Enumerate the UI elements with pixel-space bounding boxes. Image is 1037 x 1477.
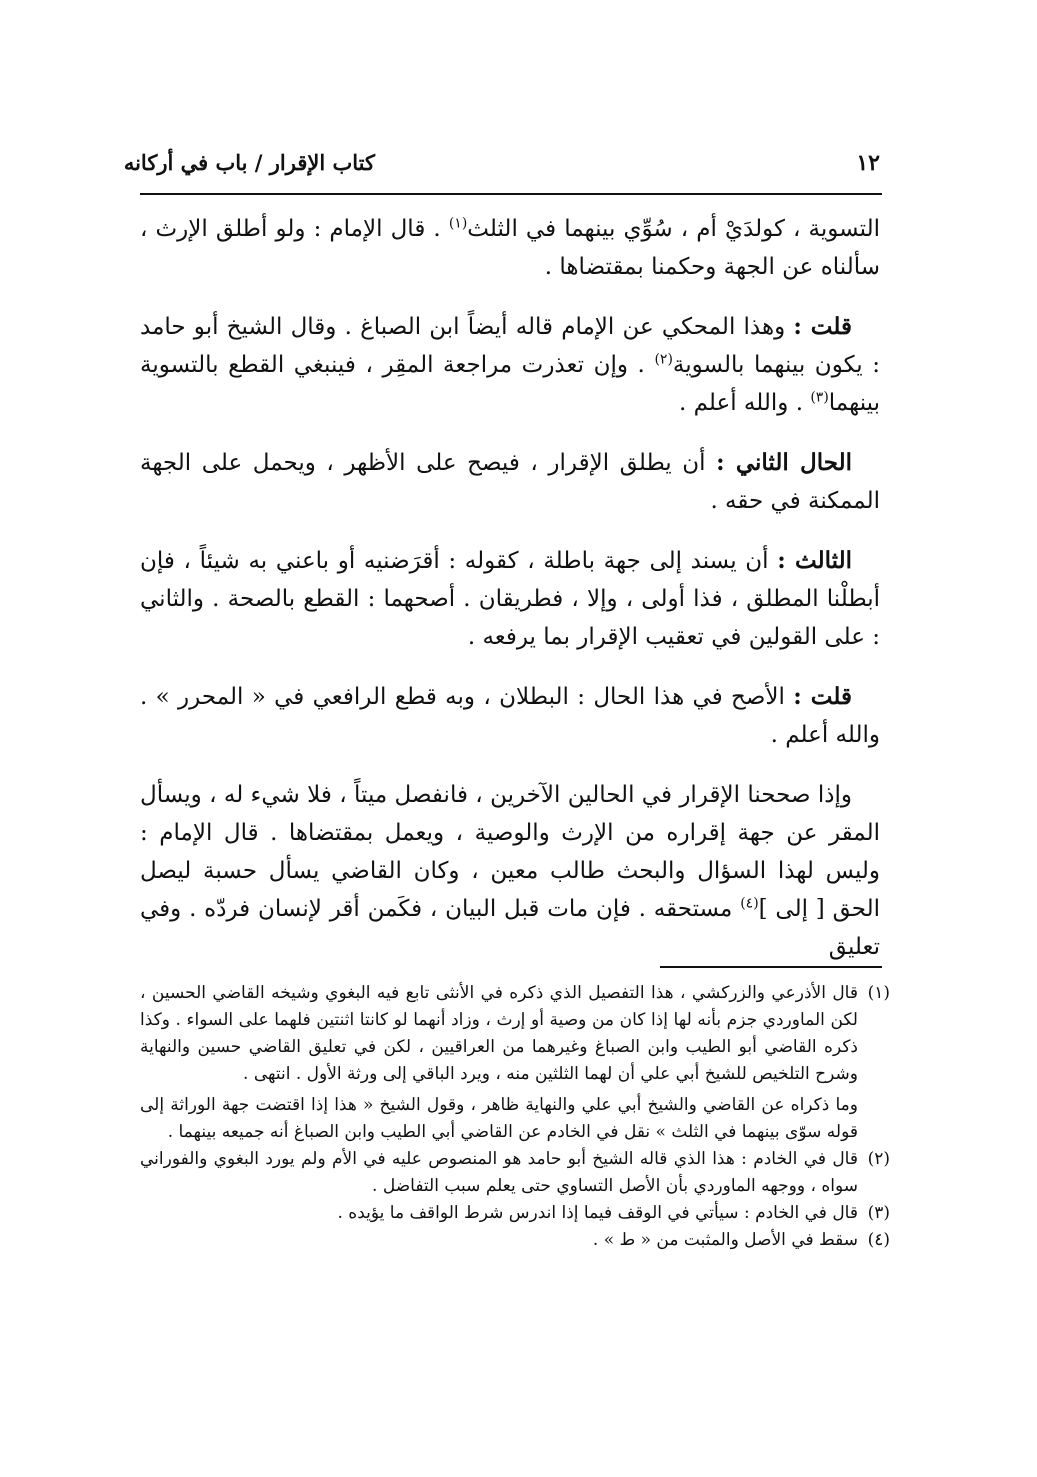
footnote-1-continuation — [140, 1092, 890, 1146]
main-text — [140, 210, 880, 988]
footnote-number: (٢) — [867, 1149, 890, 1169]
footnote-text: قال في الخادم : سيأتي في الوقف فيما إذا اندرس شرط الواقف ما يؤيده . — [337, 1203, 858, 1223]
paragraph-text: أن يسند إلى جهة باطلة ، كقوله : أقرَضنيه أو باعني به شيئاً ، فإن أبطلْنا المطلق ، فذا أولى ، وإلا ، فطريقان . أصحهما : القطع بالصحة . والثاني : على القولين في تعقيب الإقرار بما يرفعه . — [140, 548, 880, 650]
paragraph-6 — [140, 776, 880, 966]
footnote-number: (١) — [867, 983, 890, 1003]
footnote-ref-1: (١) — [448, 215, 468, 232]
footnote-ref-2: (٢) — [654, 351, 673, 368]
paragraph-text: مستحقه . فإن مات قبل البيان ، فكَمن أقر لإنسان فردّه . وفي تعليق — [140, 896, 880, 960]
paragraph-text: . والله أعلم . — [678, 390, 811, 416]
footnote-text: وما ذكراه عن القاضي والشيخ أبي علي والنهاية ظاهر ، وقول الشيخ « هذا إذا اقتضت جهة الوراثة إلى قوله سوّى بينهما في الثلث » نقل في الخادم عن القاضي أبي الطيب وابن الصباغ أنه جميعه بينهما . — [140, 1095, 858, 1142]
footnote-ref-4: (٤) — [740, 895, 759, 912]
footnote-ref-3: (٣) — [810, 389, 829, 406]
paragraph-lead: الثالث : — [777, 547, 852, 574]
footnote-text: قال في الخادم : هذا الذي قاله الشيخ أبو حامد هو المنصوص عليه في الأم ولم يورد البغوي والفوراني سواه ، ووجهه الماوردي بأن الأصل التساوي حتى يعلم سبب التفاضل . — [140, 1149, 858, 1196]
footnote-number: (٣) — [867, 1203, 890, 1223]
header-divider — [140, 193, 882, 195]
footnote-1 — [140, 980, 890, 1088]
paragraph-3 — [140, 444, 880, 520]
paragraph-5 — [140, 678, 880, 754]
paragraph-text: أن يطلق الإقرار ، فيصح على الأظهر ، ويحمل على الجهة الممكنة في حقه . — [140, 450, 880, 514]
footnote-text: سقط في الأصل والمثبت من « ط » . — [592, 1230, 858, 1250]
paragraph-4 — [140, 542, 880, 656]
page-number: ١٢ — [856, 150, 880, 176]
running-title: كتاب الإقرار / باب في أركانه — [123, 150, 375, 175]
running-header — [123, 150, 880, 190]
paragraph-text: وهذا المحكي عن الإمام قاله أيضاً ابن الصباغ . وقال الشيخ أبو حامد : يكون بينهما بالسوية — [140, 314, 881, 378]
footnote-4 — [140, 1227, 890, 1254]
paragraph-lead: قلت : — [793, 683, 852, 710]
paragraph-text: وإذا صححنا الإقرار في الحالين الآخرين ، فانفصل ميتاً ، فلا شيء له ، ويسأل المقر عن جهة إقراره من الإرث والوصية ، ويعمل بمقتضاها . قال الإمام : وليس لهذا السؤال والبحث طالب معين ، وكان القاضي يسأل حسبة ليصل الحق [ إلى ] — [140, 782, 880, 922]
footnotes — [140, 980, 890, 1254]
paragraph-text: . وإن تعذرت مراجعة المقِر ، فينبغي القطع بالتسوية بينهما — [140, 352, 880, 416]
footnote-divider — [660, 966, 882, 968]
paragraph-text: التسوية ، كولدَيْ أم ، سُوِّي بينهما في الثلث — [467, 216, 880, 242]
footnote-2 — [140, 1146, 890, 1200]
footnote-number: (٤) — [867, 1230, 890, 1250]
paragraph-text: الأصح في هذا الحال : البطلان ، وبه قطع الرافعي في « المحرر » . والله أعلم . — [140, 684, 880, 748]
footnote-text: قال الأذرعي والزركشي ، هذا التفصيل الذي ذكره في الأنثى تابع فيه البغوي وشيخه القاضي الحسين ، لكن الماوردي جزم بأنه لها إذا كان من وصية أو إرث ، وزاد أنهما لو كانتا اثنتين فلهما على السواء . وكذا ذكره القاضي أبو الطيب وابن الصباغ وغيرهما من العراقيين ، لكن في تعليق القاضي حسين والنهاية وشرح التلخيص للشيخ أبي علي أن لهما الثلثين منه ، ويرد الباقي إلى ورثة الأول . انتهى . — [140, 983, 858, 1084]
paragraph-text: . قال الإمام : ولو أطلق الإرث ، سألناه عن الجهة وحكمنا بمقتضاها . — [140, 216, 880, 280]
paragraph-1 — [140, 210, 880, 286]
paragraph-lead: قلت : — [793, 313, 852, 340]
paragraph-2 — [140, 308, 880, 422]
footnote-3 — [140, 1200, 890, 1227]
paragraph-lead: الحال الثاني : — [716, 449, 852, 476]
